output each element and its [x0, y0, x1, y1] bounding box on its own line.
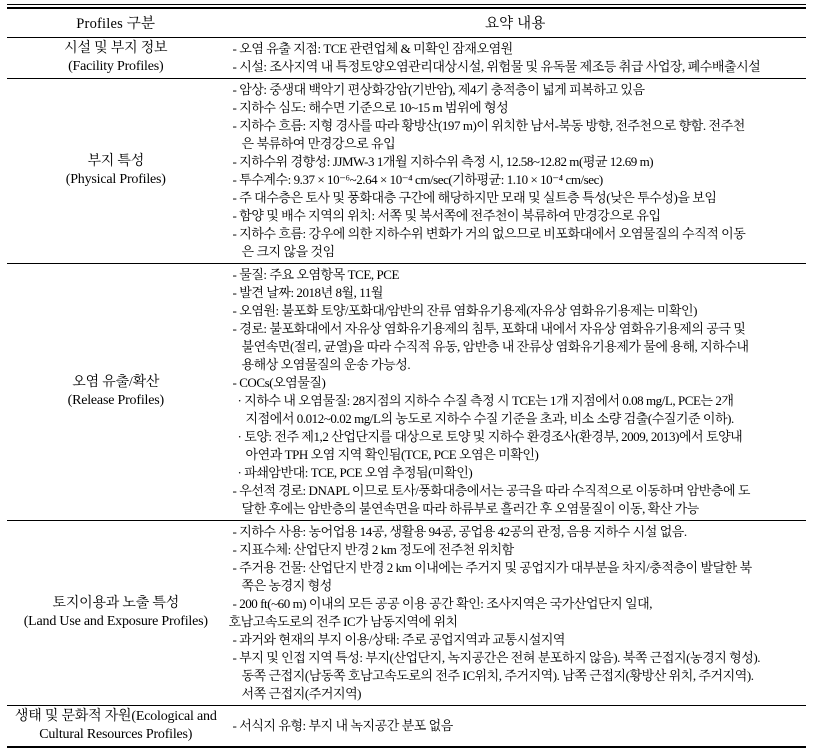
summary-line: - 200 ft(~60 m) 이내의 모든 공공 이용 공간 확인: 조사지역은 국가산업단지 일대, — [232, 596, 653, 611]
header-profiles-column: Profiles 구분 — [7, 8, 225, 38]
profiles-summary-table-wrap — [7, 4, 806, 748]
summary-line: - 지하수 심도: 해수면 기준으로 10~15 m 범위에 형성 — [232, 100, 509, 115]
profile-label-line: (Physical Profiles) — [65, 172, 166, 187]
summary-line: · 파쇄암반대: TCE, PCE 오염 추정됨(미확인) — [237, 465, 473, 480]
summary-cell — [225, 264, 806, 521]
summary-line: 은 크지 않을 것임 — [241, 244, 335, 259]
summary-line: 아연과 TPH 오염 지역 확인됨(TCE, PCE 오염은 미확인) — [245, 447, 539, 462]
table-header — [7, 8, 806, 38]
profile-label-line: 시설 및 부지 정보 — [64, 41, 168, 56]
summary-line: - 주거용 건물: 산업단지 반경 2 km 이내에는 주거지 및 공업지가 대부분을 차지/충적층이 발달한 북 — [232, 560, 752, 575]
profile-label-line: 부지 특성 — [87, 154, 145, 169]
summary-line: - 오염 유출 지점: TCE 관련업체 & 미확인 잠재오염원 — [232, 41, 513, 56]
profile-row — [7, 38, 806, 79]
profile-row — [7, 706, 806, 748]
summary-line: 동쪽 근접지(남동쪽 호남고속도로의 전주 IC위치, 주거지역). 남쪽 근접지(황방산 위치, 주거지역). — [241, 668, 754, 683]
profile-label-line: 생태 및 문화적 자원(Ecological and — [14, 709, 217, 724]
summary-line: 은 북류하여 만경강으로 유입 — [241, 136, 396, 151]
summary-cell — [225, 79, 806, 264]
summary-line: - 지하수 흐름: 강우에 의한 지하수위 변화가 거의 없으므로 비포화대에서 오염물질의 수직적 이동 — [232, 226, 746, 241]
profile-label-cell — [7, 38, 225, 79]
summary-line: · 토양: 전주 제1,2 산업단지를 대상으로 토양 및 지하수 환경조사(환경부, 2009, 2013)에서 토양내 — [237, 429, 743, 444]
summary-line: - 과거와 현재의 부지 이용/상태: 주로 공업지역과 교통시설지역 — [232, 632, 566, 647]
summary-cell — [225, 521, 806, 706]
summary-line: - 지하수위 경향성: JJMW-3 1개월 지하수위 측정 시, 12.58~12.82 m(평균 12.69 m) — [232, 154, 654, 169]
header-summary-column: 요약 내용 — [225, 8, 806, 38]
summary-line: - 시설: 조사지역 내 특정토양오염관리대상시설, 위험물 및 유독물 제조등 취급 사업장, 폐수배출시설 — [232, 59, 761, 74]
summary-line: - 지하수 흐름: 지형 경사를 따라 황방산(197 m)이 위치한 남서-북동 방향, 전주천으로 향함. 전주천 — [232, 118, 745, 133]
profile-label-line: 토지이용과 노출 특성 — [52, 596, 180, 611]
summary-line: - 주 대수층은 토사 및 풍화대층 구간에 해당하지만 모래 및 실트층 특성(낮은 투수성)을 보임 — [232, 190, 717, 205]
summary-line: 쪽은 농경지 형성 — [241, 578, 332, 593]
summary-line: - 투수계수: 9.37 × 10⁻⁶~2.64 × 10⁻⁴ cm/sec(기하평균: 1.10 × 10⁻⁴ cm/sec) — [232, 172, 603, 187]
summary-line: · 지하수 내 오염물질: 28지점의 지하수 수질 측정 시 TCE는 1개 지점에서 0.08 mg/L, PCE는 2개 — [237, 393, 734, 408]
profile-label-cell — [7, 706, 225, 748]
summary-line: 호남고속도로의 전주 IC가 남동지역에 위치 — [228, 614, 458, 629]
summary-line: - 발견 날짜: 2018년 8월, 11월 — [232, 285, 383, 300]
profile-label-line: (Release Profiles) — [67, 393, 164, 408]
summary-line: - 지하수 사용: 농어업용 14공, 생활용 94공, 공업용 42공의 관정, 음용 지하수 시설 없음. — [232, 524, 687, 539]
summary-cell — [225, 706, 806, 748]
summary-line: - COCs(오염물질) — [232, 375, 326, 390]
summary-line: - 경로: 불포화대에서 자유상 염화유기용제의 침투, 포화대 내에서 자유상 염화유기용제의 공극 및 — [232, 321, 746, 336]
profile-label-line: (Facility Profiles) — [68, 59, 164, 74]
summary-line: 지점에서 0.012~0.02 mg/L의 농도로 지하수 수질 기준을 초과, 비소 소량 검출(수질기준 이하). — [245, 411, 734, 426]
profiles-summary-table — [7, 7, 806, 748]
summary-line: 불연속면(절리, 균열)을 따라 수직적 유동, 암반층 내 잔류상 염화유기용제가 물에 용해, 지하수내 — [241, 339, 749, 354]
summary-line: - 서식지 유형: 부지 내 녹지공간 분포 없음 — [232, 718, 453, 733]
summary-line: - 함양 및 배수 지역의 위치: 서쪽 및 북서쪽에 전주천이 북류하여 만경강으로 유입 — [232, 208, 661, 223]
summary-line: - 우선적 경로: DNAPL 이므로 토사/풍화대층에서는 공극을 따라 수직적으로 이동하며 암반층에 도 — [232, 483, 751, 498]
profile-row — [7, 79, 806, 264]
summary-line: 달한 후에는 암반층의 불연속면을 따라 하류부로 흘러간 후 오염물질이 이동, 확산 가능 — [241, 501, 699, 516]
summary-line: - 부지 및 인접 지역 특성: 부지(산업단지, 녹지공간은 전혀 분포하지 않음). 북쪽 근접지(농경지 형성). — [232, 650, 760, 665]
profile-label-cell — [7, 264, 225, 521]
profile-label-cell — [7, 521, 225, 706]
summary-line: - 물질: 주요 오염항목 TCE, PCE — [232, 267, 399, 282]
summary-line: 용해상 오염물질의 운송 가능성. — [241, 357, 411, 372]
profile-label-cell — [7, 79, 225, 264]
summary-line: - 암상: 중생대 백악기 편상화강암(기반암), 제4기 충적층이 넓게 피복하고 있음 — [232, 82, 645, 97]
summary-line: - 오염원: 불포화 토양/포화대/암반의 잔류 염화유기용제(자유상 염화유기용제는 미확인) — [232, 303, 698, 318]
profile-row — [7, 521, 806, 706]
summary-cell — [225, 38, 806, 79]
header-row — [7, 8, 806, 38]
profile-label-line: 오염 유출/확산 — [72, 375, 160, 390]
summary-line: - 지표수체: 산업단지 반경 2 km 정도에 전주천 위치함 — [232, 542, 514, 557]
profile-table-body — [7, 38, 806, 748]
profile-label-line: Cultural Resources Profiles) — [39, 727, 193, 742]
profile-label-line: (Land Use and Exposure Profiles) — [23, 614, 208, 629]
profile-row — [7, 264, 806, 521]
summary-line: 서쪽 근접지(주거지역) — [241, 686, 362, 701]
